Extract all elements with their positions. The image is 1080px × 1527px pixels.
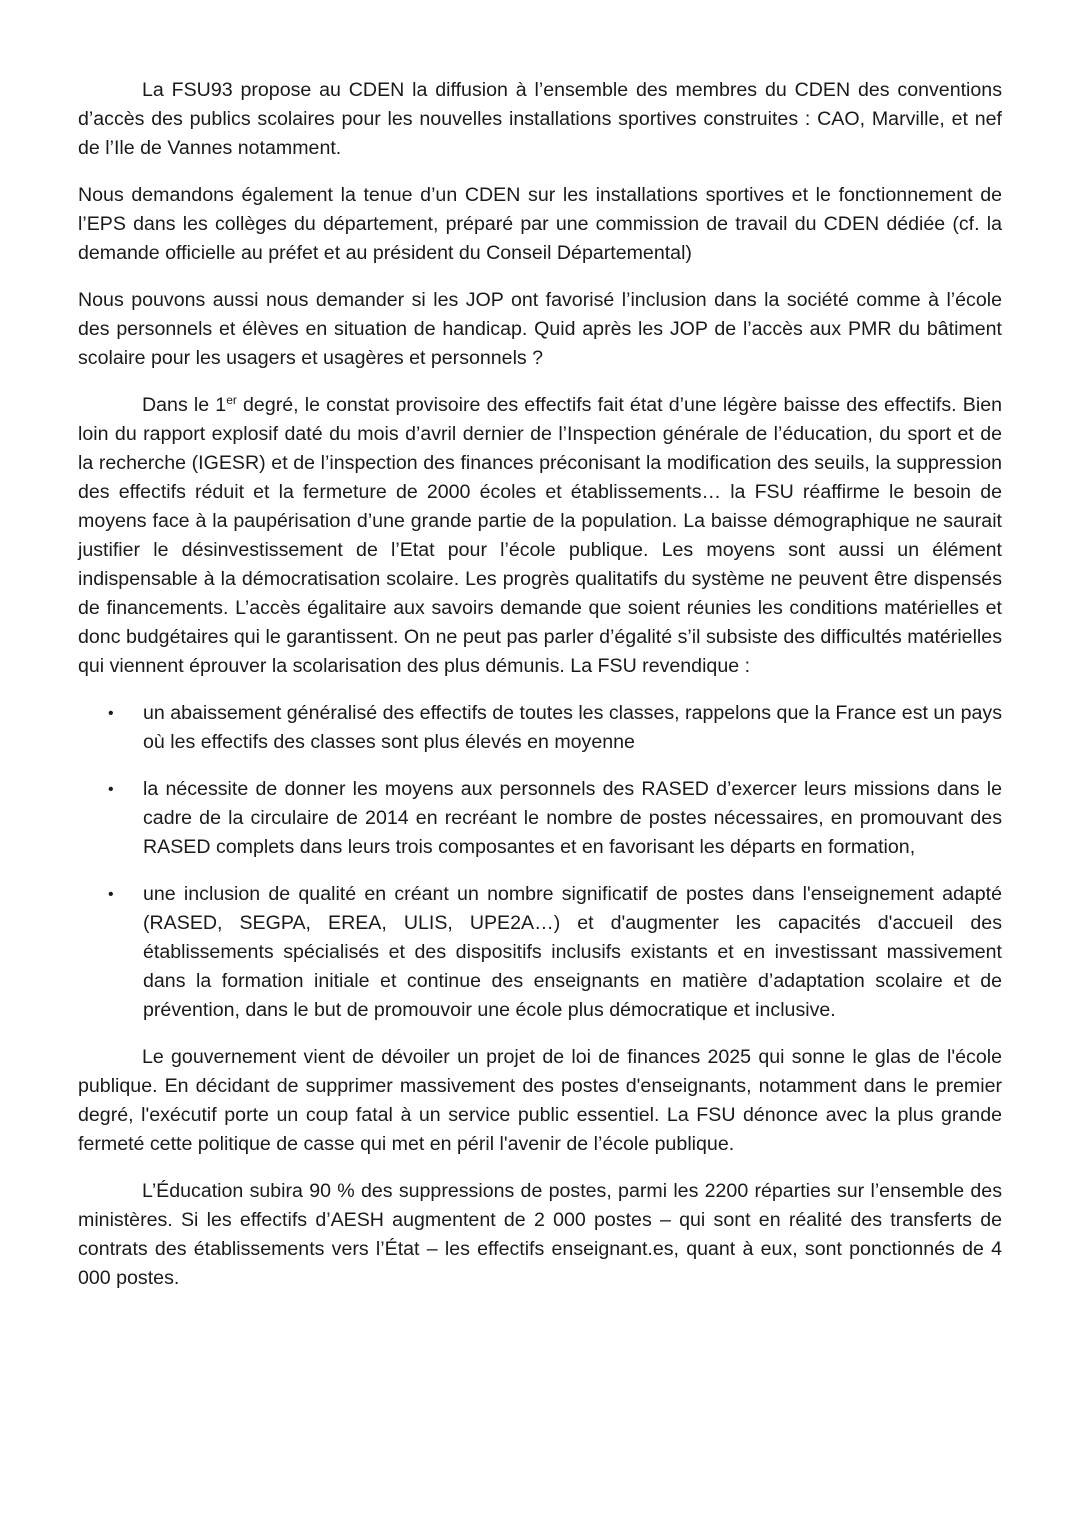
paragraph-job-cuts: L’Éducation subira 90 % des suppressions de postes, parmi les 2200 réparties sur l’ensemble des ministères. Si les effectifs d’AESH augmentent de 2 000 postes – qui sont en réalité des transferts de contrats des établissements vers l’État – les effectifs enseignant.es, quant à eux, sont ponctionnés de 4 000 postes. [78, 1180, 1002, 1289]
list-item-text: un abaissement généralisé des effectifs de toutes les classes, rappelons que la France est un pays où les effectifs des classes sont plus élevés en moyenne [143, 702, 1003, 753]
paragraph-conventions: La FSU93 propose au CDEN la diffusion à l’ensemble des membres du CDEN des conventions d’accès des publics scolaires pour les nouvelles installations sportives construites : CAO, Marville, et nef de l’Ile de Vannes notamment. [78, 79, 1002, 159]
list-item [78, 775, 1002, 862]
list-item [78, 880, 1002, 1025]
first-degree-body: degré, le constat provisoire des effectifs fait état d’une légère baisse des effectifs. Bien loin du rapport explosif daté du mois d’avril dernier de l’Inspection générale de l’éducation, du sport et de la recherche (IGESR) et de l’inspection des finances préconisant la modification des seuils, la suppression des effectifs réduit et la fermeture de 2000 écoles et établissements… la FSU réaffirme le besoin de moyens face à la paupérisation d’une grande partie de la population. La baisse démographique ne saurait justifier le désinvestissement de l’Etat pour l’école publique. Les moyens sont aussi un élément indispensable à la démocratisation scolaire. Les progrès qualitatifs du système ne peuvent être dispensés de financements. L’accès égalitaire aux savoirs demande que soient réunies les conditions matérielles et donc budgétaires qui le garantissent. On ne peut pas parler d’égalité s’il subsiste des difficultés matérielles qui viennent éprouver la scolarisation des plus démunis. La FSU revendique : [78, 394, 1002, 677]
list-item [78, 699, 1002, 757]
demands-list [78, 699, 1002, 1025]
bullet-icon: • [108, 705, 114, 722]
list-item-text: la nécessite de donner les moyens aux personnels des RASED d’exercer leurs missions dans le cadre de la circulaire de 2014 en recréant le nombre de postes nécessaires, en promouvant des RASED complets dans leurs trois composantes et en favorisant les départs en formation, [143, 778, 1002, 858]
list-item-text: une inclusion de qualité en créant un nombre significatif de postes dans l'enseignement adapté (RASED, SEGPA, EREA, ULIS, UPE2A…) et d'augmenter les capacités d'accueil des établissements spécialisés et des dispositifs inclusifs existants et en investissant massivement dans la formation initiale et continue des enseignants en matière d’adaptation scolaire et de prévention, dans le but de promouvoir une école plus démocratique et inclusive. [143, 883, 1002, 1021]
paragraph-finance-law: Le gouvernement vient de dévoiler un projet de loi de finances 2025 qui sonne le glas de l'école publique. En décidant de supprimer massivement des postes d'enseignants, notamment dans le premier degré, l'exécutif porte un coup fatal à un service public essentiel. La FSU dénonce avec la plus grande fermeté cette politique de casse qui met en péril l'avenir de l’école publique. [78, 1046, 1002, 1155]
document-page [78, 76, 1002, 1311]
paragraph-cden-request: Nous demandons également la tenue d’un CDEN sur les installations sportives et le fonctionnement de l’EPS dans les collèges du département, préparé par une commission de travail du CDEN dédiée (cf. la demande officielle au préfet et au président du Conseil Départemental) [78, 184, 1002, 264]
paragraph-jop-inclusion: Nous pouvons aussi nous demander si les JOP ont favorisé l’inclusion dans la société comme à l’école des personnels et élèves en situation de handicap. Quid après les JOP de l’accès aux PMR du bâtiment scolaire pour les usagers et usagères et personnels ? [78, 289, 1002, 369]
bullet-icon: • [108, 781, 114, 798]
bullet-icon: • [108, 886, 114, 903]
paragraph-first-degree [78, 391, 1002, 681]
ordinal-superscript: er [226, 393, 237, 407]
first-degree-intro: Dans le 1 [142, 394, 227, 416]
